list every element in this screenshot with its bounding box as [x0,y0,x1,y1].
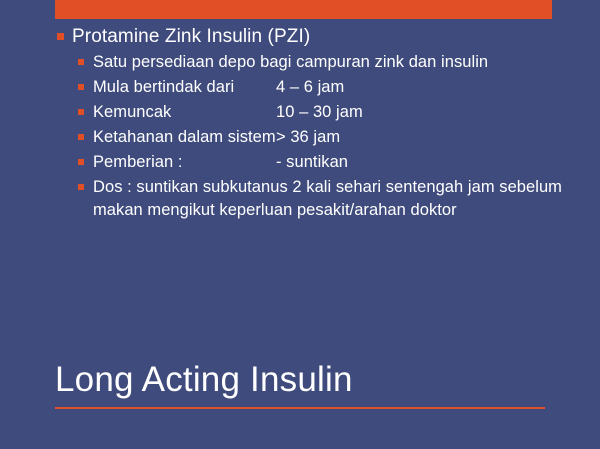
slide-title-block [55,359,555,409]
bullet-square-icon [78,84,84,90]
bullet-label: Kemuncak [93,103,172,121]
bullet-text: Dos : suntikan subkutanus 2 kali sehari sentengah jam sebelum makan mengikut keperluan pesakit/arahan doktor [93,178,562,219]
bullet-row [93,126,600,149]
bullet-row [93,101,600,124]
bullet-row [93,151,600,174]
bullet-square-icon [78,134,84,140]
bullet-text: Satu persediaan depo bagi campuran zink dan insulin [93,53,489,71]
bullet-item-onset [0,76,600,99]
bullet-heading-text: Protamine Zink Insulin (PZI) [72,26,311,47]
bullet-value: 4 – 6 jam [276,78,345,96]
bullet-row [93,76,600,99]
bullet-square-icon [57,33,64,40]
bullet-value: > 36 jam [276,128,341,146]
bullet-item-dose [0,176,600,222]
bullet-label: Mula bertindak dari [93,78,235,96]
bullet-square-icon [78,184,84,190]
bullet-item-duration [0,126,600,149]
bullet-label: Pemberian : [93,153,183,171]
bullet-square-icon [78,159,84,165]
bullet-value: 10 – 30 jam [276,103,363,121]
bullet-label: Ketahanan dalam sistem [93,128,276,146]
slide-content [0,24,600,224]
bullet-item-depo [0,51,600,74]
top-accent-bar [55,0,552,19]
bullet-item-heading [0,24,600,49]
title-underline [55,407,545,409]
bullet-value: - suntikan [276,153,349,171]
bullet-item-administration [0,151,600,174]
bullet-square-icon [78,109,84,115]
bullet-square-icon [78,59,84,65]
page-title: Long Acting Insulin [55,360,353,399]
bullet-item-peak [0,101,600,124]
